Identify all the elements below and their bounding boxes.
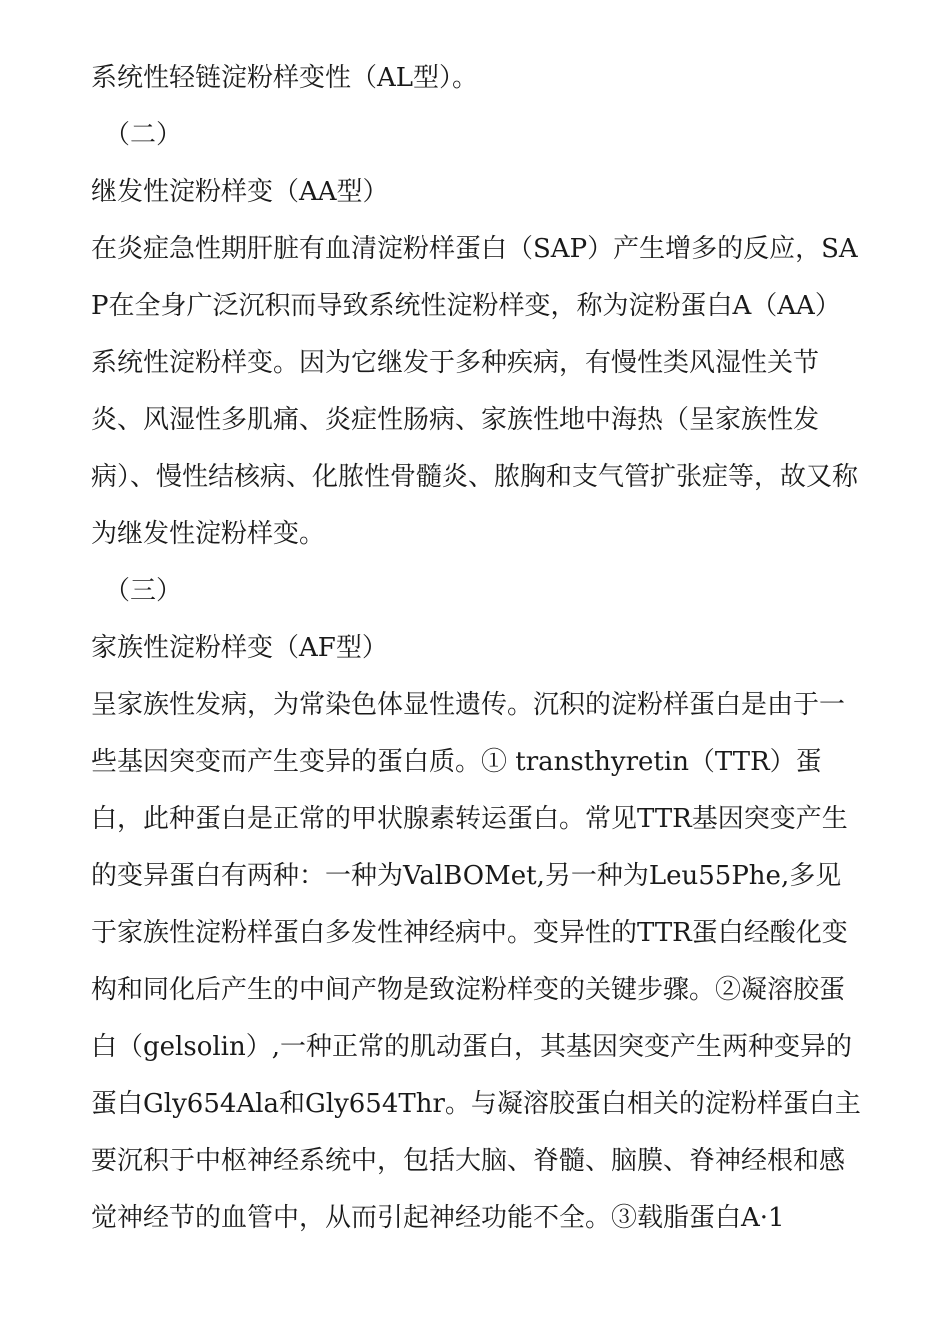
paragraph-al-type: 系统性轻链淀粉样变性（AL型）。 <box>91 63 479 93</box>
section-number-2: （二） <box>104 120 183 150</box>
section-title-aa-type: 继发性淀粉样变（AA型） <box>91 177 389 207</box>
paragraph-aa-description: 在炎症急性期肝脏有血清淀粉样蛋白（SAP）产生增多的反应，SAP在全身广泛沉积而导致系统性淀粉样变，称为淀粉蛋白A（AA）系统性淀粉样变。因为它继发于多种疾病，有慢性类风湿性关节炎、风湿性多肌痛、炎症性肠病、家族性地中海热（呈家族性发病）、慢性结核病、化脓性骨髓炎、脓胸和支气管扩张症等，故又称为继发性淀粉样变。 <box>91 234 859 549</box>
paragraph-af-description: 呈家族性发病，为常染色体显性遗传。沉积的淀粉样蛋白是由于一些基因突变而产生变异的蛋白质。① transthyretin（TTR）蛋白，此种蛋白是正常的甲状腺素转运蛋白。常见TTR基因突变产生的变异蛋白有两种：一种为ValBOMet,另一种为Leu55Phe,多见于家族性淀粉样蛋白多发性神经病中。变异性的TTR蛋白经酸化变构和同化后产生的中间产物是致淀粉样变的关键步骤。②凝溶胶蛋白（gelsolin）,一种正常的肌动蛋白，其基因突变产生两种变异的蛋白Gly654Ala和Gly654Thr。与凝溶胶蛋白相关的淀粉样蛋白主要沉积于中枢神经系统中，包括大脑、脊髓、脑膜、脊神经根和感觉神经节的血管中，从而引起神经功能不全。③载脂蛋白A·1 <box>91 690 861 1233</box>
section-title-af-type: 家族性淀粉样变（AF型） <box>91 633 388 663</box>
section-number-3: （三） <box>104 576 183 606</box>
document-body <box>91 50 866 1247</box>
